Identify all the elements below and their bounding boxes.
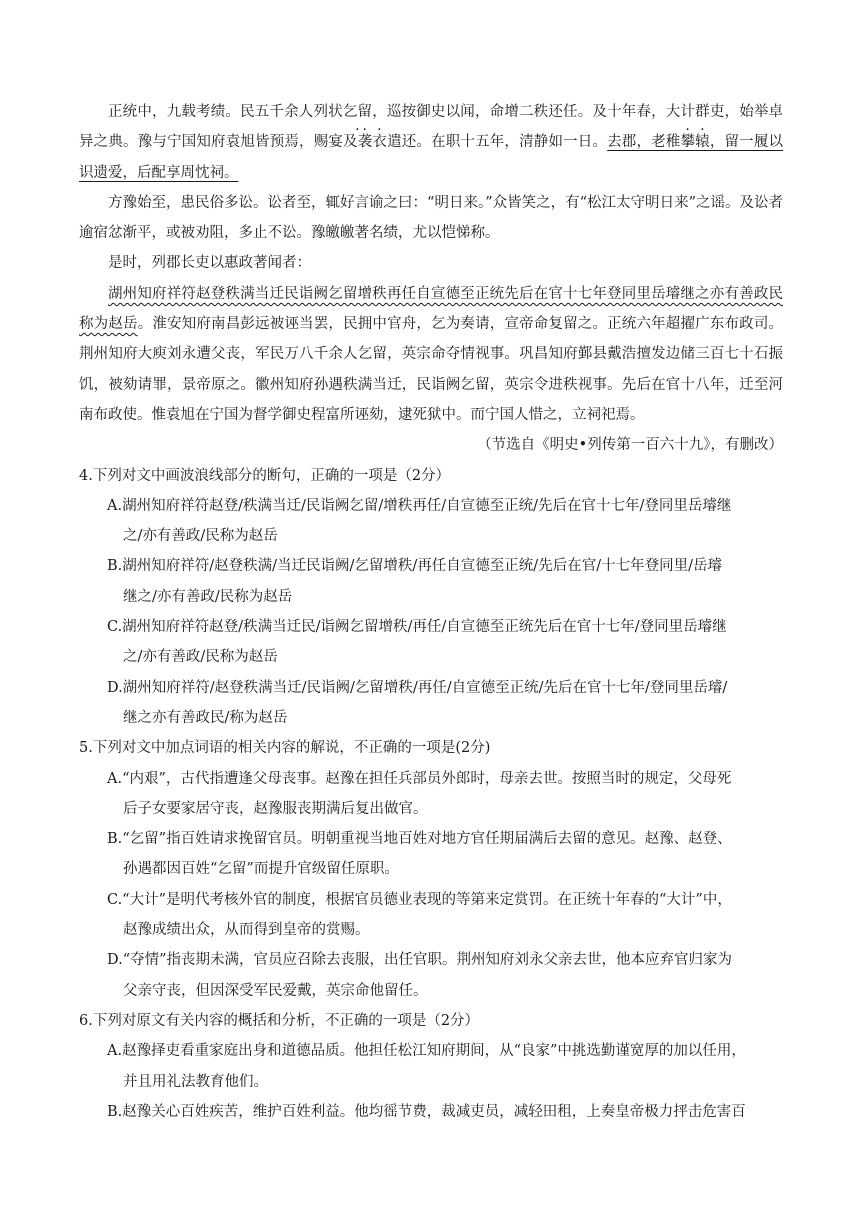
passage-paragraph-1 [79,97,783,188]
option-text-cont: 之/亦有善政/民称为赵岳 [123,649,278,666]
passage-text: ，巡按御史以闻，命增二秩还任。及十年春， [372,104,666,120]
dotted-word-daji [666,104,695,120]
passage-paragraph-2: 方豫始至，患民俗多讼。讼者至，辄好言谕之曰：“明日来。”众皆笑之，有“松江太守明日来”之谣。及讼者逾宿忿渐平，或被劝阻，多止不讼。豫皦皦著名绩，尤以恺悌称。 [79,194,783,242]
option-text: C.湖州知府祥符赵登/秩满当迁民/诣阙乞留增秩/再任/自宣德至正统先后在官十七年/登同里岳璿继 [107,619,727,636]
passage-text: 。淮安知府南昌彭远被诬当罢，民拥中官舟，乞为奏请，宣帝命复留之。正统六年超擢广东布政司。荆州知府大庾刘永遭父丧，军民万八千余人乞留，英宗命夺情视事。巩昌知府鄞县戴浩擅发边储三百七十石振饥，被劾请罪，景帝原之。徽州知府孙遇秩满当迁，民诣阙乞留，英宗令进秩视事。先后在官十八年，迁至河南布政使。惟袁旭在宁国为督学御史程富所诬劾，逮死狱中。而宁国人惜之，立祠祀焉。 [79,316,784,423]
option-text: D.湖州知府祥符/赵登秩满当迁/民诣阙/乞留增秩/再任/自宣德至正统/先后在官十七年/登同里岳璿/ [107,679,728,696]
question-6-option-a [79,1036,783,1097]
option-text-cont: 继之亦有善政民/称为赵岳 [123,709,288,726]
dotted-word-qiliu [343,104,372,120]
option-text: A.湖州知府祥符赵登/秩满当迁/民诣阙乞留/增秩再任/自宣德至正统/先后在官十七年/登同里岳璿继 [107,497,732,514]
option-text: C.“大计”是明代考核外官的制度，根据官员德业表现的等第来定赏罚。在正统十年春的“大计”中， [107,891,732,908]
question-4-option-c [79,612,783,673]
question-4-stem: 4.下列对文中画波浪线部分的断句，正确的一项是（2分） [79,467,451,484]
question-5-stem: 5.下列对文中加点词语的相关内容的解说，不正确的一项是(2分) [79,740,491,757]
option-text-cont: 继之/亦有善政/民称为赵岳 [123,588,293,605]
dotted-char: 大 [665,104,681,120]
question-5-option-c [79,885,783,946]
question-6-stem: 6.下列对原文有关内容的概括和分析，不正确的一项是（2分） [79,1012,480,1029]
passage-source: （节选自《明史•列传第一百六十九》，有删改） [477,437,783,454]
passage-text: 群吏，始举卓异之典。豫与宁国知府袁旭皆预焉，赐宴及袭衣遣还。在职十五年，清静如一日。 [79,104,784,151]
option-text-cont: 赵豫成绩出众，从而得到皇帝的赏赐。 [123,922,370,939]
option-text: B.湖州知府祥符/赵登秩满/当迁民诣阙/乞留增秩/再任自宣德至正统/先后在官/十七年登同里/岳璿 [107,558,722,575]
question-6-option-b [79,1097,783,1127]
question-4-option-a [79,491,783,552]
question-5-option-d [79,945,783,1006]
question-5-option-b [79,824,783,885]
dotted-char: 计 [680,104,696,120]
option-text-cont: 并且用礼法教育他们。 [123,1073,268,1090]
option-text-cont: 之/亦有善政/民称为赵岳 [123,528,278,545]
question-5-option-a [79,764,783,825]
option-text-cont: 父亲守丧，但因深受军民爱戴，英宗命他留任。 [123,982,428,999]
wavy-underlined-passage: 湖州知府祥符赵登秩满当迁民诣阙乞留增秩再任自宣德至正统先后在官十七年登同里岳璿继之亦有善政民称为赵岳 [79,285,783,333]
option-text-cont: 孙遇都因百姓“乞留”而提升官级留任原职。 [123,861,399,878]
dotted-char: 乞 [342,104,358,120]
question-4-option-d [79,673,783,734]
option-text-cont: 后子女要家居守丧，赵豫服丧期满后复出做官。 [123,800,428,817]
passage-text: 正统中，九载考绩。民五千余人列状 [108,104,343,120]
option-text: B.“乞留”指百姓请求挽留官员。明朝重视当地百姓对地方官任期届满后去留的意见。赵豫、赵登、 [107,831,732,848]
passage-paragraph-4 [79,279,783,430]
option-text: A.“内艰”，古代指遭逢父母丧事。赵豫在担任兵部员外郎时，母亲去世。按照当时的规定，父母死 [107,770,732,787]
option-text: B.赵豫关心百姓疾苦，维护百姓利益。他均徭节费，裁减吏员，减轻田租，上奏皇帝极力抨击危害百 [107,1103,746,1120]
passage-paragraph-3: 是时，列郡长吏以惠政著闻者： [108,255,311,272]
option-text: D.“夺情”指丧期未满，官员应召除去丧服，出任官职。荆州知府刘永父亲去世，他本应弃官归家为 [107,952,733,969]
dotted-char: 留 [357,104,373,120]
question-4-option-b [79,551,783,612]
option-text: A.赵豫择吏看重家庭出身和道德品质。他担任松江知府期间，从“良家”中挑选勤谨宽厚的加以任用， [107,1043,746,1060]
underlined-sentence: 去郡，老稚攀辕，留一履以识遗爱，后配享周忱祠。 [79,134,783,181]
page-content [79,97,783,1127]
